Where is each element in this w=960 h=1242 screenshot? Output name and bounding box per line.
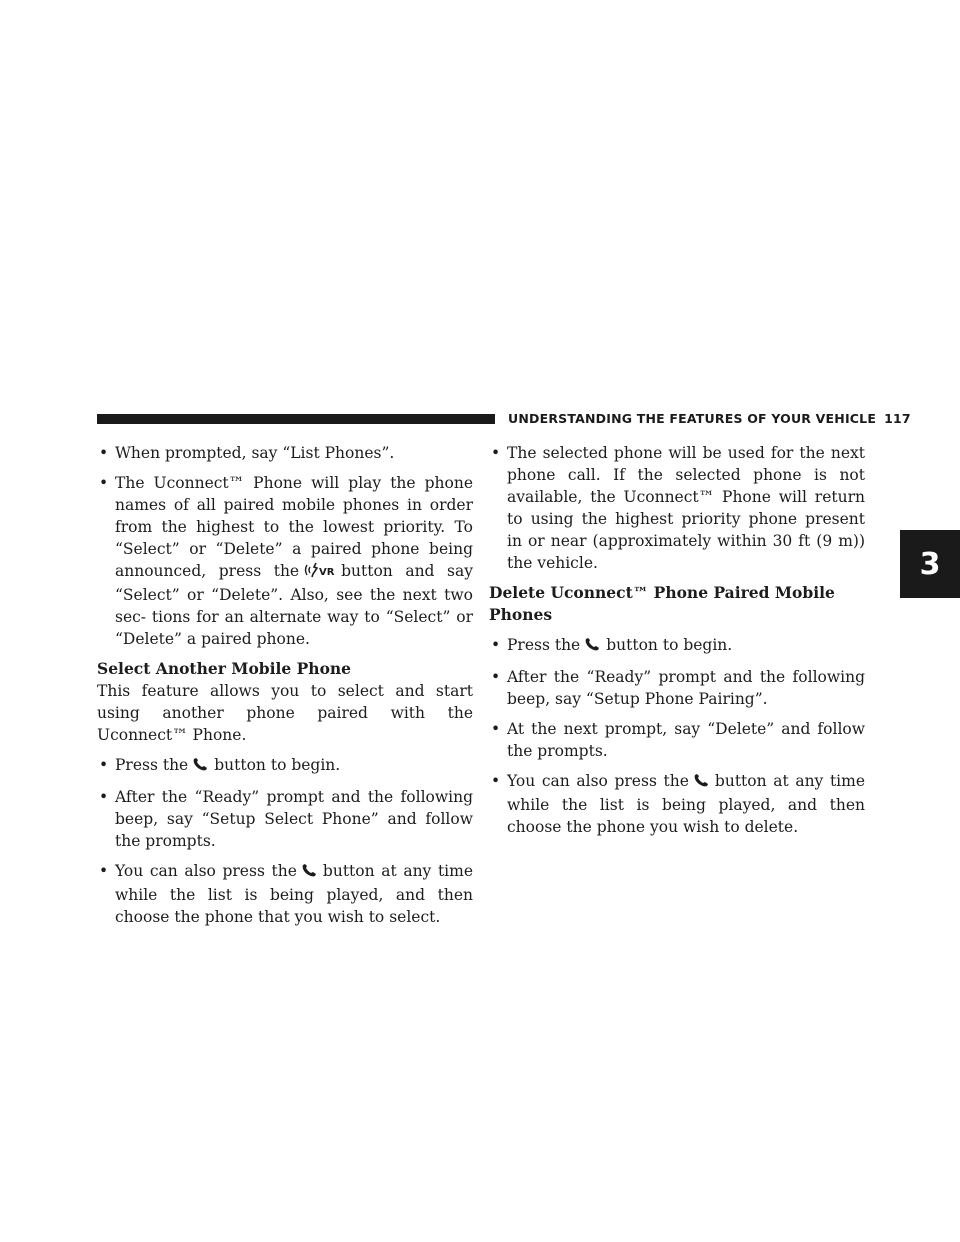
bullet: • [491,444,501,462]
page-number: 117 [884,411,911,426]
intro-paragraph: This feature allows you to select and start using another phone paired with the Uconnect™ Phone. [97,682,473,744]
list-item [97,860,473,928]
list-item-text: At the next prompt, say “Delete” and follow the prompts. [507,720,865,760]
list-item [489,666,865,710]
chapter-tab: 3 [900,530,960,598]
header-bar [97,414,495,424]
list-item-text: When prompted, say “List Phones”. [115,444,395,462]
bullet: • [99,788,109,806]
phone-icon [192,756,208,778]
list-item-text: After the “Ready” prompt and the following beep, say “Setup Phone Pairing”. [507,668,865,708]
phone-icon [301,862,317,884]
phone-icon [693,772,709,794]
bullet: • [491,720,501,738]
bullet: • [99,862,109,880]
list-item-text: button at any time while the list is being played, and then choose the phone you wish to delete. [507,772,865,836]
list-item-text: The Uconnect™ Phone will play the phone names of all paired mobile phones in order from the highest to the lowest priority. To “Select” or “Delete” a paired phone being announced, press the [115,474,473,580]
list-item-text: button at any time while the list is being played, and then choose the phone that you wish to select. [115,862,473,926]
right-column [489,442,865,846]
running-header [508,411,911,427]
bullet: • [491,668,501,686]
list-item [97,472,473,650]
bullet: • [491,772,501,790]
bullet: • [99,756,109,774]
list-item-text: The selected phone will be used for the next phone call. If the selected phone is not available, the Uconnect™ Phone will return to using the highest priority phone present in or near (approximately within 30 ft (9 m)) the vehicle. [507,444,865,572]
list-item [97,786,473,852]
left-column [97,442,473,936]
list-item-text: button and say “Select” or “Delete”. Also, see the next two sec- tions for an alternate way to “Select” or “Delete” a paired phone. [115,562,473,648]
list-item-text: You can also press the [115,862,297,880]
section-heading: Select Another Mobile Phone [97,659,352,678]
phone-icon [584,636,600,658]
list-item [489,718,865,762]
list-item [97,442,473,464]
vr-icon-label: VR [319,567,335,578]
bullet: • [99,474,109,492]
bullet: • [491,636,501,654]
list-item [97,754,473,778]
list-item-text: Press the [507,636,581,654]
list-item [489,634,865,658]
list-item-text: Press the [115,756,189,774]
voice-command-icon [303,562,335,584]
list-item [489,770,865,838]
list-item-text: You can also press the [507,772,689,790]
list-item-text: button to begin. [606,636,733,654]
list-item-text: After the “Ready” prompt and the following beep, say “Setup Select Phone” and follow the prompts. [115,788,473,850]
header-title: UNDERSTANDING THE FEATURES OF YOUR VEHICLE [508,411,877,426]
section-heading: Delete Uconnect™ Phone Paired Mobile Phones [489,583,835,624]
list-item [489,442,865,574]
list-item-text: button to begin. [214,756,341,774]
bullet: • [99,444,109,462]
